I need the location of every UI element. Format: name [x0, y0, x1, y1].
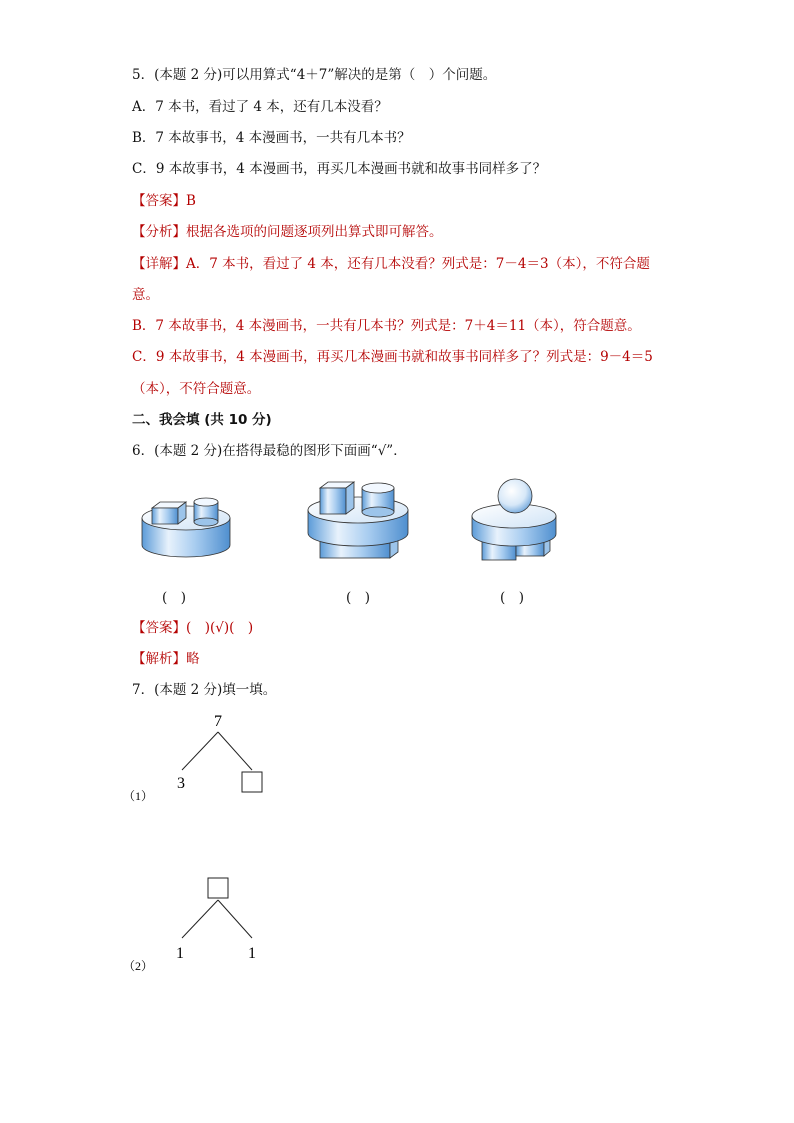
q5-detail-a-cont: 意。 — [132, 287, 159, 303]
figure-1-disc-cube-cylinder — [142, 498, 230, 557]
q5-option-b: B．7 本故事书，4 本漫画书，一共有几本书？ — [132, 130, 411, 146]
q5-detail-a — [132, 255, 650, 273]
answer-value: B — [186, 193, 196, 209]
analysis-text: 根据各选项的问题逐项列出算式即可解答。 — [186, 224, 443, 240]
bond2-left-number: 1 — [176, 945, 184, 962]
q5-stem: 5．(本题 2 分)可以用算式“4＋7”解决的是第（ ）个问题。 — [132, 67, 497, 83]
bond2-answer-box[interactable] — [208, 878, 228, 898]
blank-3[interactable]: ( ) — [500, 590, 525, 606]
analysis-text: 略 — [186, 651, 200, 667]
blank-2[interactable]: ( ) — [346, 590, 371, 606]
answer-tag: 【答案】 — [132, 193, 186, 209]
answer-value: ( )(√)( ) — [186, 620, 254, 636]
q5-option-c: C．9 本故事书，4 本漫画书，再买几本漫画书就和故事书同样多了？ — [132, 161, 547, 177]
part-label: （2） — [122, 959, 154, 973]
q5-detail-c-cont: （本），不符合题意。 — [132, 381, 261, 397]
q5-analysis — [132, 223, 443, 241]
blank-1[interactable]: ( ) — [162, 590, 187, 606]
q5-detail-c: C．9 本故事书，4 本漫画书，再买几本漫画书就和故事书同样多了？列式是：9－4＝5 — [132, 349, 653, 365]
q6-stem: 6．(本题 2 分)在搭得最稳的图形下面画“√”． — [132, 443, 407, 459]
answer-tag: 【答案】 — [132, 620, 186, 636]
part-label: （1） — [122, 789, 154, 803]
number-bond-1 — [120, 708, 320, 808]
q5-detail-b: B．7 本故事书，4 本漫画书，一共有几本书？列式是：7＋4＝11（本），符合题意。 — [132, 318, 641, 334]
q6-analysis — [132, 650, 200, 668]
detail-tag: 【详解】 — [132, 256, 186, 272]
bond1-top-number: 7 — [214, 713, 222, 730]
figure-3-ball-on-disc — [472, 479, 556, 560]
q5-answer — [132, 192, 196, 210]
bond1-answer-box[interactable] — [242, 772, 262, 792]
bond1-left-number: 3 — [177, 775, 185, 792]
figure-2-stable-stack — [308, 482, 408, 558]
q6-answer — [132, 619, 253, 637]
q7-stem: 7．(本题 2 分)填一填。 — [132, 682, 277, 698]
analysis-tag: 【分析】 — [132, 224, 186, 240]
q5-option-a: A．7 本书，看过了 4 本，还有几本没看？ — [132, 99, 388, 115]
bond2-right-number: 1 — [248, 945, 256, 962]
section-title: 二、我会填 (共 10 分) — [132, 412, 272, 428]
detail-a-text: A．7 本书，看过了 4 本，还有几本没看？列式是：7－4＝3（本），不符合题 — [186, 256, 650, 272]
analysis-tag: 【解析】 — [132, 651, 186, 667]
stability-figures — [0, 470, 794, 600]
number-bond-2 — [120, 876, 320, 976]
